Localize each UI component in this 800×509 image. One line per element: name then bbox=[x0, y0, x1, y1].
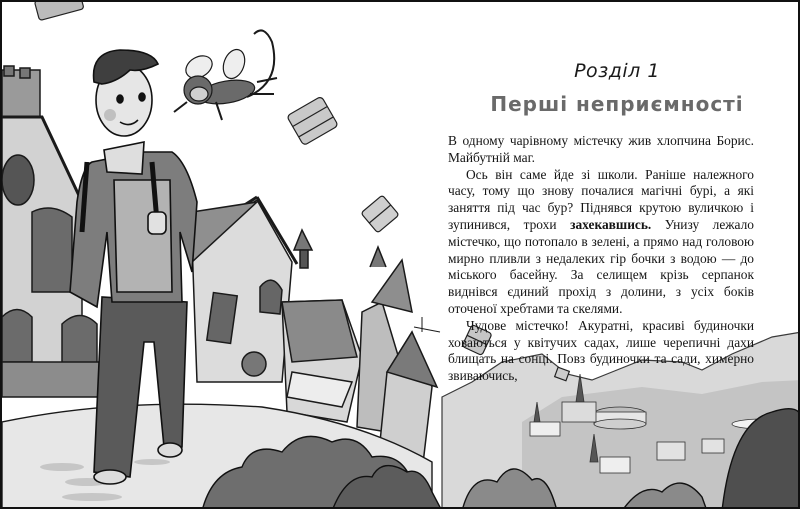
paragraph-2-part-1: Ось він саме йде зі школи. Раніше належного часу, тому що знову почалися магічні бурі, а які заняття під час бур? Піднявся крутою вуличкою і зупинився, трохи bbox=[448, 166, 754, 232]
paragraph-3: Чудове містечко! Акуратні, красиві будиночки ховаються у квітучих садах, лише черепичні дахи блищать на сонці. Повз будиночки та сади, химерно звиваючись, bbox=[448, 317, 754, 384]
flying-monkey bbox=[174, 30, 277, 120]
chapter-label: Розділ 1 bbox=[574, 60, 660, 82]
paragraph-2 bbox=[448, 167, 754, 318]
chapter-body-text bbox=[448, 133, 754, 385]
chapter-title: Перші неприємності bbox=[490, 92, 744, 116]
shop-house bbox=[282, 300, 362, 422]
paragraph-1: В одному чарівному містечку жив хлопчина Борис. Майбутній маг. bbox=[448, 133, 754, 165]
paragraph-2-bold: захекавшись. bbox=[570, 216, 652, 232]
paragraph-2-part-2: Унизу лежало містечко, що потопало в зелені, а прямо над головою мирно пливли з недалеких гір бочки з водою — до міського басейну. За селищем крізь серпанок виднівся єдиний прохід з долини, з усіх боків оточеної хребтами та скелями. bbox=[448, 216, 754, 316]
